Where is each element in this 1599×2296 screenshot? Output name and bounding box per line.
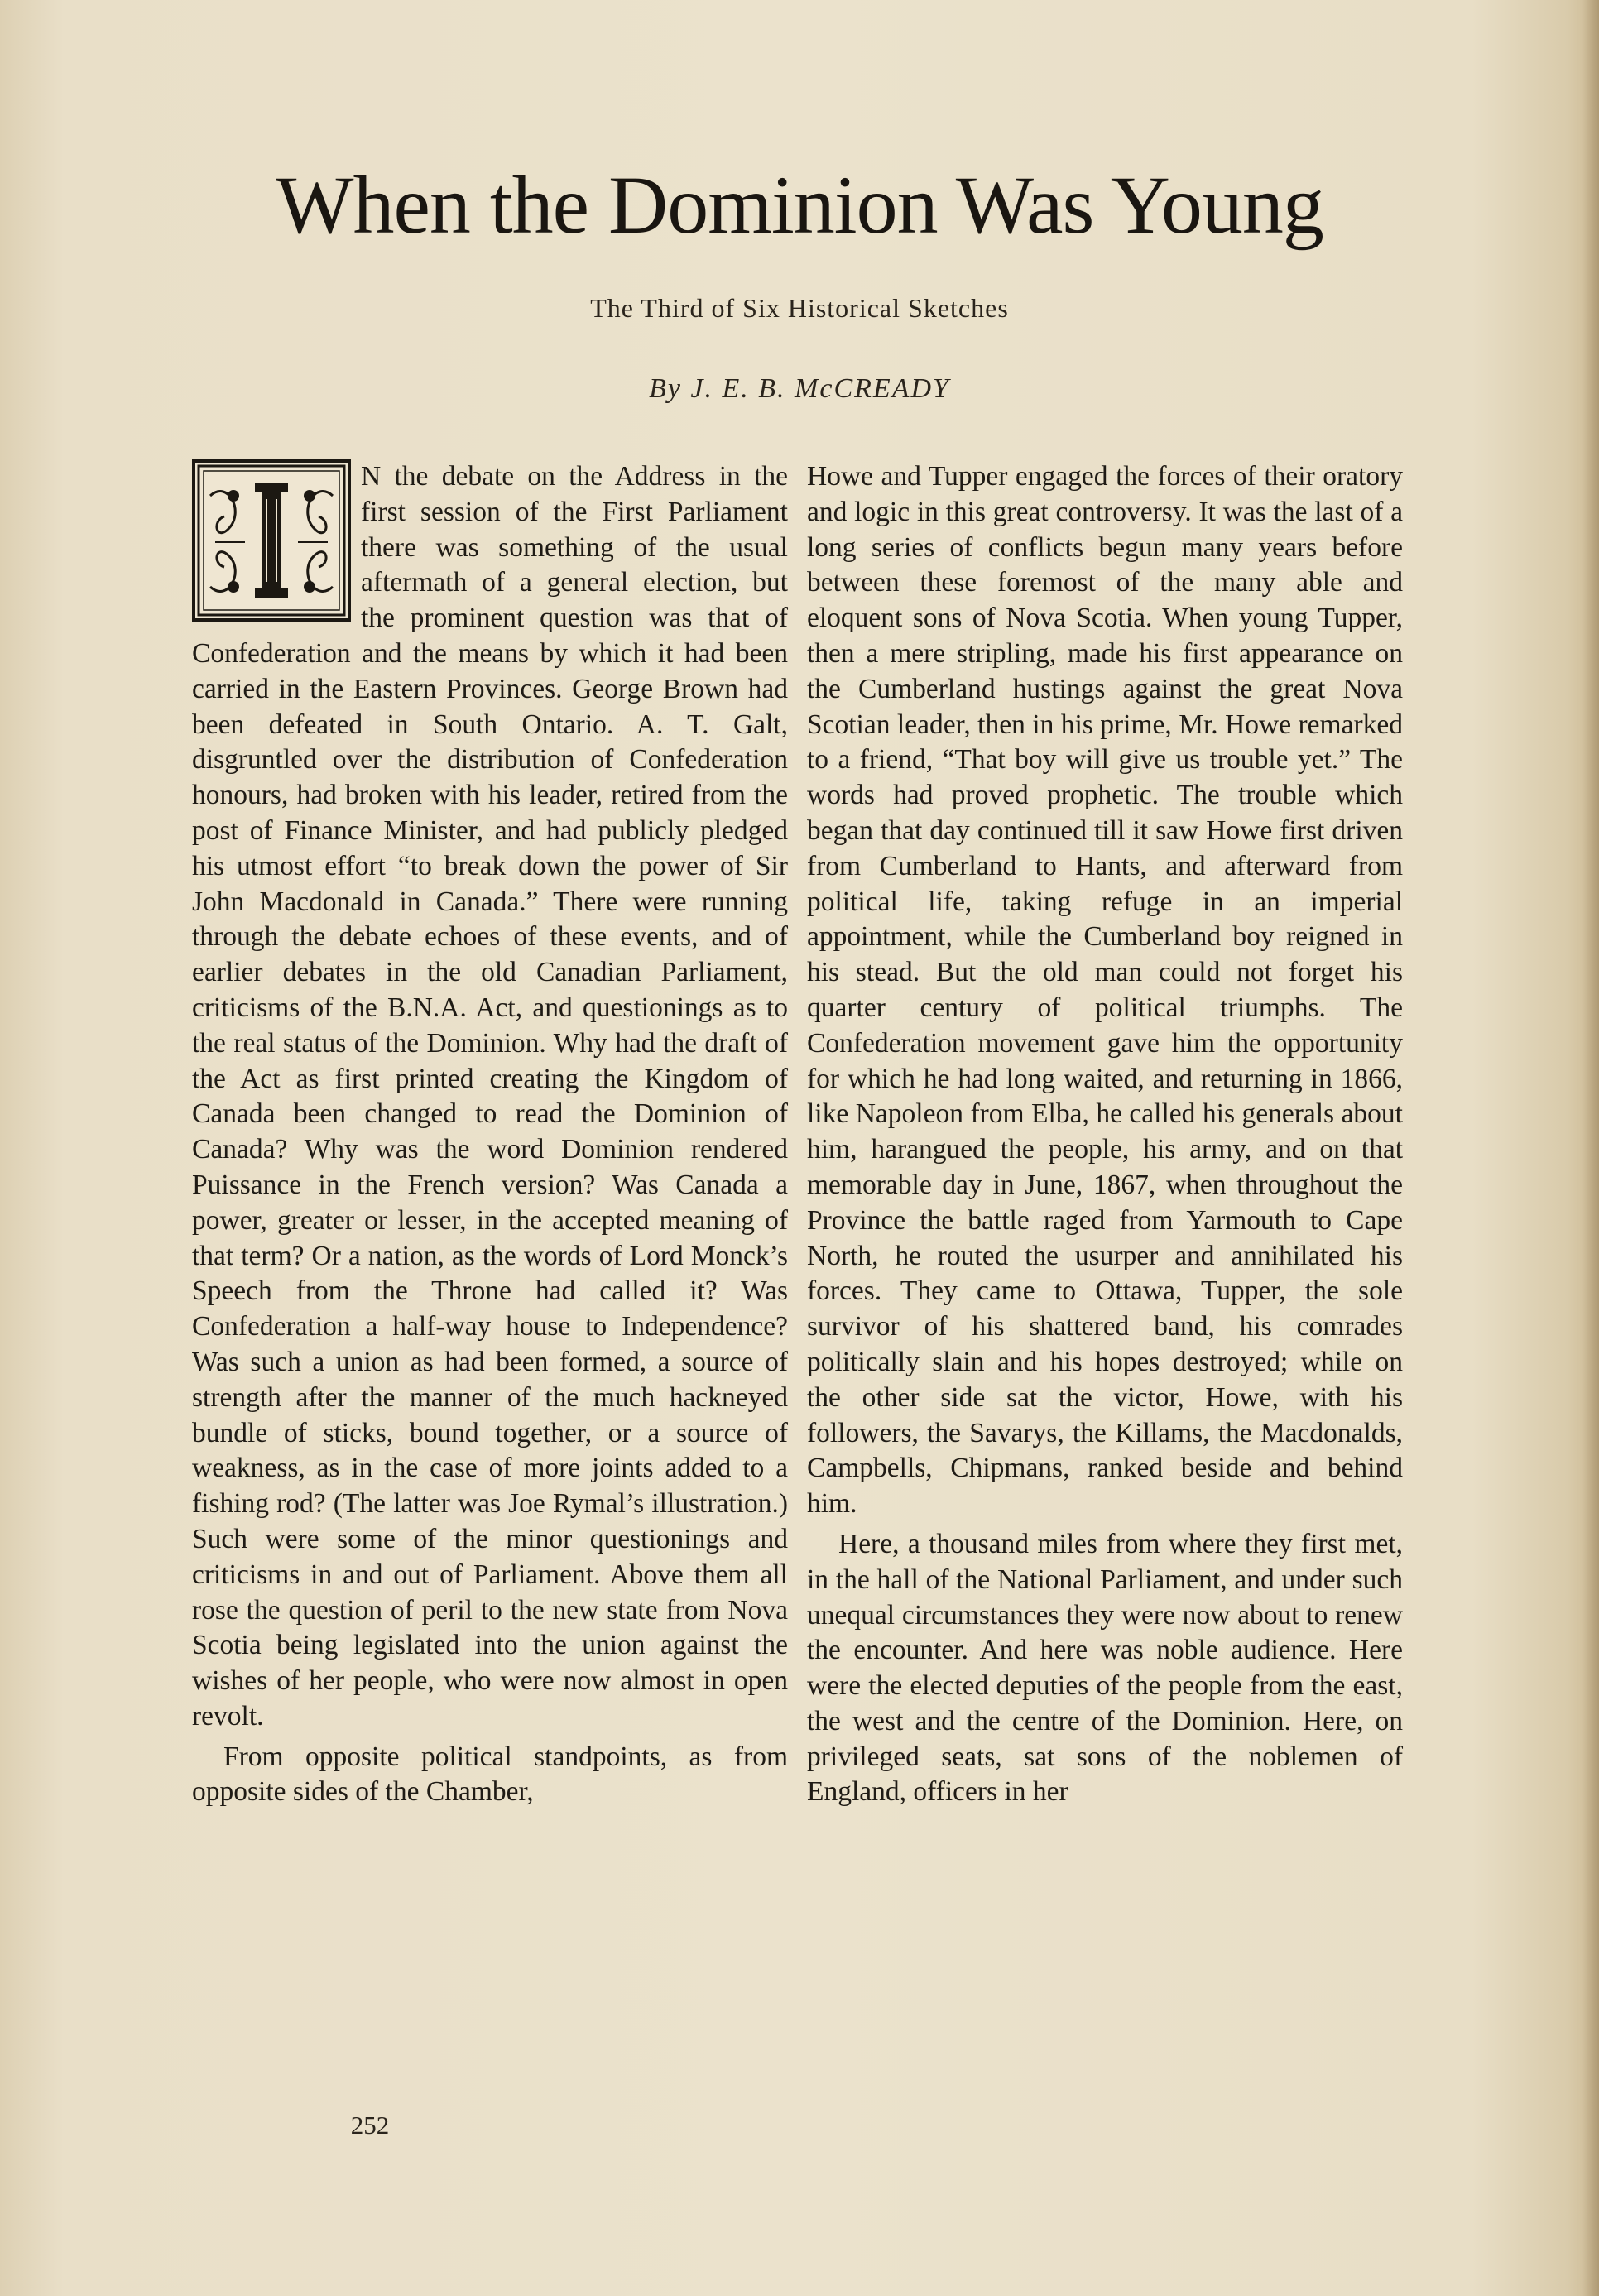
article-title: When the Dominion Was Young: [276, 159, 1323, 251]
left-paragraph-2: From opposite political standpoints, as from opposite sides of the Chamber,: [192, 1741, 788, 1808]
right-paragraph-2: Here, a thousand miles from where they first met, in the hall of the National Parliament, and under such unequal circumstances they were now about to renew the encounter. And here was noble audience. Here were the elected deputies of the people from the east, the west and the centre of the Dominion. Here, on privileged seats, sat sons of the noblemen of England, officers in her: [807, 1528, 1403, 1808]
left-paragraph-1: N the debate on the Address in the first session of the First Parliament there was something of the usual aftermath of a general election, but the prominent question was that of Confederation and the means by which it had been carried in the Eastern Provinces. George Brown had been defeated in South Ontario. A. T. Galt, disgruntled over the distribution of Confederation honours, had broken with his leader, retired from the post of Finance Minister, and had publicly pledged his utmost effort “to break down the power of Sir John Macdonald in Canada.” There were running through the debate echoes of these events, and of earlier debates in the old Canadian Parliament, criticisms of the B.N.A. Act, and questionings as to the real status of the Dominion. Why had the draft of the Act as first printed creating the Kingdom of Canada been changed to read the Dominion of Canada? Why was the word Dominion rendered Puissance in the French version? Was Canada a power, greater or lesser, in the accepted meaning of that term? Or a nation, as the words of Lord Monck’s Speech from the Throne had called it? Was Confederation a half-way house to Independence? Was such a union as had been formed, a source of strength after the manner of the much hackneyed bundle of sticks, bound together, or a source of weakness, as in the case of more joints added to a fishing rod? (The latter was Joe Rymal’s illustration.) Such were some of the minor questionings and criticisms in and out of Parliament. Above them all rose the question of peril to the new state from Nova Scotia being legislated into the union against the wishes of her people, who were now almost in open revolt.: [192, 461, 788, 1732]
article-byline: By J. E. B. McCREADY: [649, 373, 950, 404]
drop-cap-ornament-icon: [195, 463, 348, 618]
right-column: [807, 459, 1403, 1810]
page-number: 252: [350, 2111, 390, 2140]
right-paragraph-1: Howe and Tupper engaged the forces of their oratory and logic in this great controversy. It was the last of a long series of conflicts begun many years before between these foremost of the many able and eloquent sons of Nova Scotia. When young Tupper, then a mere stripling, made his first appearance on the Cumberland hustings against the great Nova Scotian leader, then in his prime, Mr. Howe remarked to a friend, “That boy will give us trouble yet.” The words had proved prophetic. The trouble which began that day continued till it saw Howe first driven from Cumberland to Hants, and afterward from political life, taking refuge in an imperial appointment, while the Cumberland boy reigned in his stead. But the old man could not forget his quarter century of political triumphs. The Confederation movement gave him the opportunity for which he had long waited, and returning in 1866, like Napoleon from Elba, he called his generals about him, harangued the people, his army, and on that memorable day in June, 1867, when throughout the Province the battle raged from Yarmouth to Cape North, he routed the usurper and annihilated his forces. They came to Ottawa, Tupper, the sole survivor of his shattered band, his comrades politically slain and his hopes destroyed; while on the other side sat the victor, Howe, with his followers, the Savarys, the Killams, the Macdonalds, Campbells, Chipmans, ranked beside and behind him.: [807, 461, 1403, 1520]
left-column: [192, 459, 788, 1810]
article-subtitle: The Third of Six Historical Sketches: [590, 293, 1009, 323]
page-edge-shadow: [1582, 0, 1599, 2296]
ornamental-drop-cap: [192, 459, 351, 622]
